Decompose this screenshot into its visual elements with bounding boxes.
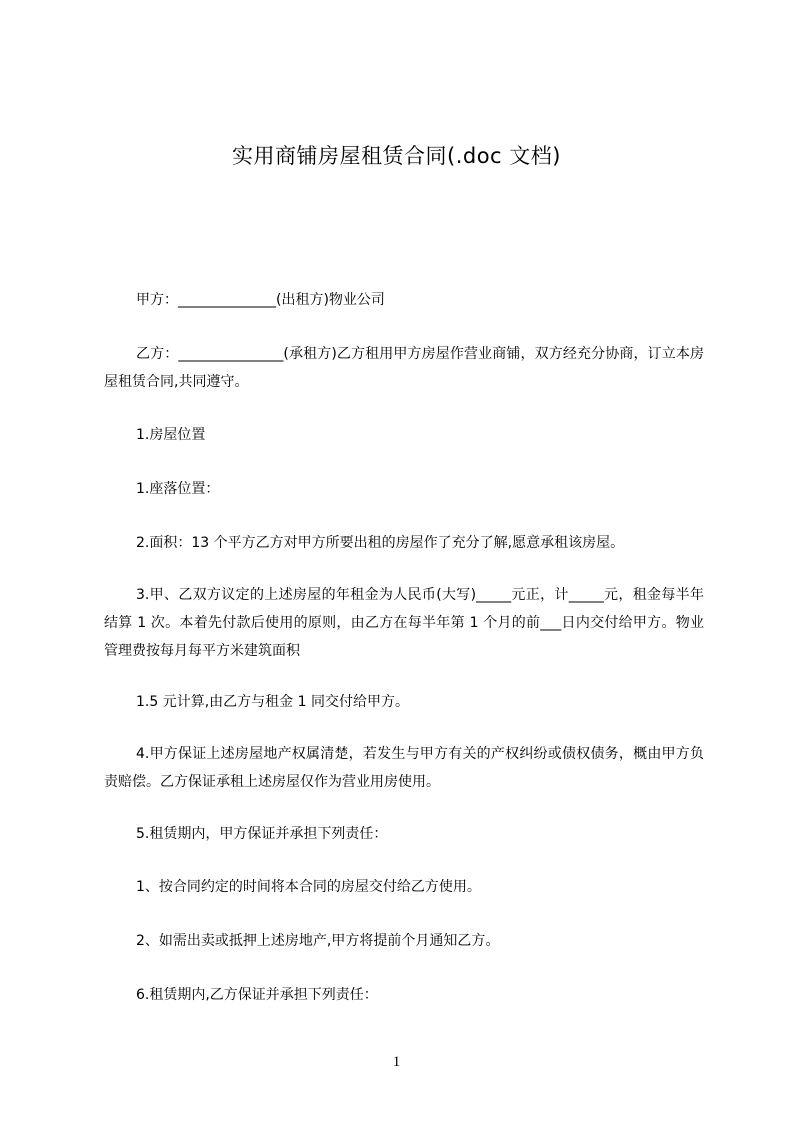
clause-rent: 3.甲、乙双方议定的上述房屋的年租金为人民币(大写)_____元正，计_____元，租金每半年结算 1 次。本着先付款后使用的原则，由乙方在每半年第 1 个月的前___日内交付给甲方。物业管理费按每月每平方米建筑面积	[104, 587, 704, 659]
party-a-line: 甲方：______________(出租方)物业公司	[136, 292, 385, 308]
page-number: 1	[392, 1054, 401, 1070]
section-house-location: 1.房屋位置	[136, 427, 206, 443]
clause-area: 2.面积：13 个平方乙方对甲方所要出租的房屋作了充分了解,愿意承租该房屋。	[136, 535, 625, 551]
clause-location: 1.座落位置：	[136, 481, 220, 497]
clause-title-guarantee: 4.甲方保证上述房屋地产权属清楚，若发生与甲方有关的产权纠纷或债权债务，概由甲方负责赔偿。乙方保证承租上述房屋仅作为营业用房使用。	[104, 746, 704, 790]
clause-party-a-duties: 5.租赁期内，甲方保证并承担下列责任：	[136, 826, 388, 842]
duty-a-1: 1、按合同约定的时间将本合同的房屋交付给乙方使用。	[136, 879, 481, 895]
clause-management-fee: 1.5 元计算,由乙方与租金 1 同交付给甲方。	[136, 694, 409, 710]
clause-party-b-duties: 6.租赁期内,乙方保证并承担下列责任：	[136, 987, 378, 1003]
duty-a-2: 2、如需出卖或抵押上述房地产,甲方将提前个月通知乙方。	[136, 933, 500, 949]
party-b-paragraph: 乙方：_______________(承租方)乙方租用甲方房屋作营业商铺，双方经充分协商，订立本房屋租赁合同,共同遵守。	[104, 346, 704, 390]
document-title: 实用商铺房屋租赁合同(.doc 文档)	[232, 144, 561, 168]
